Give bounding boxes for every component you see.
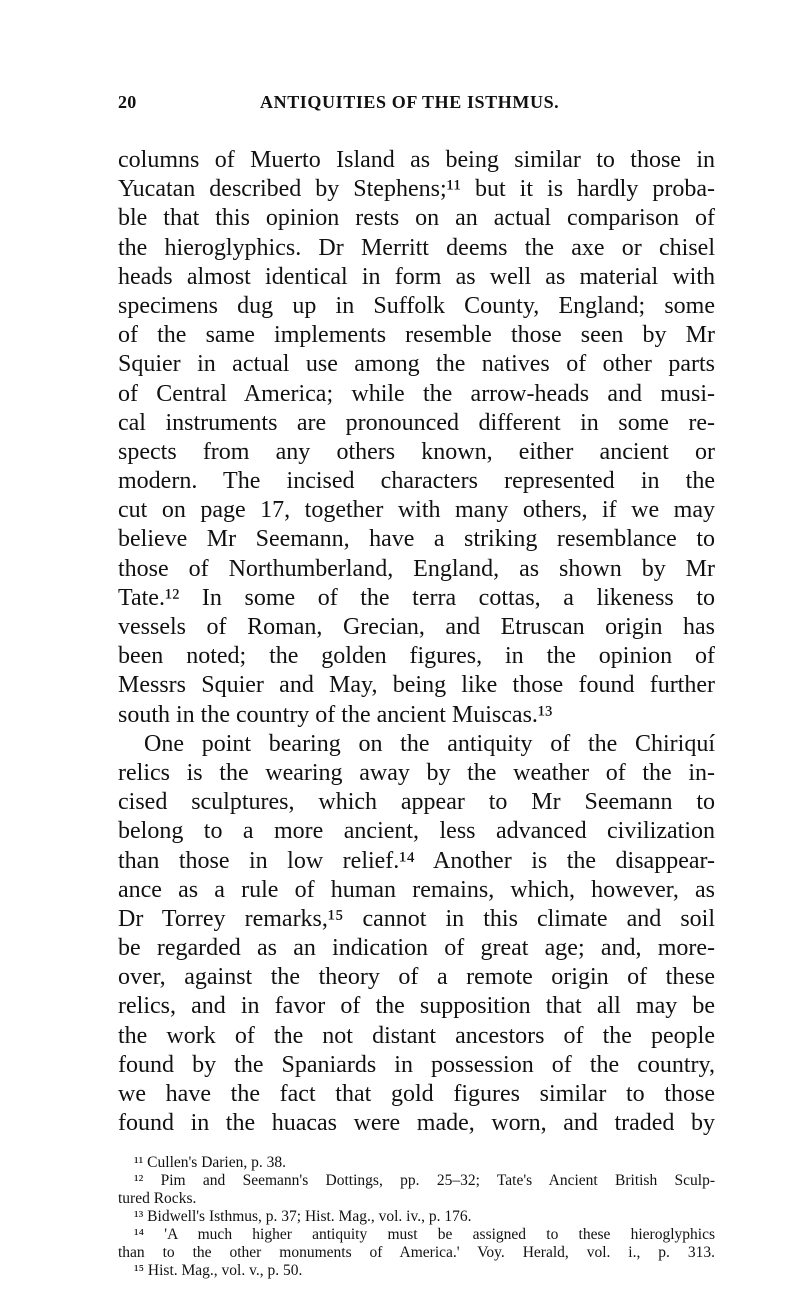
text-line: Dr Torrey remarks,¹⁵ cannot in this climate and soil <box>118 905 715 932</box>
text-line: been noted; the golden figures, in the opinion of <box>118 643 715 670</box>
text-line: cised sculptures, which appear to Mr Seemann to <box>118 789 715 816</box>
text-line: of the same implements resemble those seen by Mr <box>118 322 715 349</box>
footnote-line: ¹² Pim and Seemann's Dottings, pp. 25–32; Tate's Ancient British Sculp- <box>134 1172 715 1190</box>
footnote-line: ¹⁴ 'A much higher antiquity must be assigned to these hieroglyphics <box>134 1226 715 1244</box>
text-line: spects from any others known, either ancient or <box>118 438 715 465</box>
text-line: cal instruments are pronounced different in some re- <box>118 409 715 436</box>
text-line: One point bearing on the antiquity of the Chiriquí <box>144 730 715 757</box>
text-line: the hieroglyphics. Dr Merritt deems the axe or chisel <box>118 234 715 261</box>
footnote-line: than to the other monuments of America.' Voy. Herald, vol. i., p. 313. <box>118 1244 715 1262</box>
footnote-line: ¹⁵ Hist. Mag., vol. v., p. 50. <box>134 1262 303 1280</box>
footnotes <box>118 1154 715 1280</box>
text-line: the work of the not distant ancestors of the people <box>118 1022 715 1049</box>
text-line: Squier in actual use among the natives of other parts <box>118 351 715 378</box>
footnote-line: tured Rocks. <box>118 1190 197 1208</box>
text-line: found by the Spaniards in possession of the country, <box>118 1051 715 1078</box>
text-line: be regarded as an indication of great age; and, more- <box>118 935 715 962</box>
text-line: belong to a more ancient, less advanced civilization <box>118 818 715 845</box>
text-line: Yucatan described by Stephens;¹¹ but it is hardly proba- <box>118 176 715 203</box>
footnote-line: ¹³ Bidwell's Isthmus, p. 37; Hist. Mag., vol. iv., p. 176. <box>134 1208 472 1226</box>
text-line: south in the country of the ancient Muiscas.¹³ <box>118 701 553 728</box>
text-line: ance as a rule of human remains, which, however, as <box>118 876 715 903</box>
text-line: modern. The incised characters represented in the <box>118 468 715 495</box>
text-line: ble that this opinion rests on an actual comparison of <box>118 205 715 232</box>
text-line: of Central America; while the arrow-heads and musi- <box>118 380 715 407</box>
text-line: we have the fact that gold figures similar to those <box>118 1081 715 1107</box>
text-line: found in the huacas were made, worn, and traded by <box>118 1110 715 1137</box>
text-line: Messrs Squier and May, being like those found further <box>118 672 715 699</box>
text-line: specimens dug up in Suffolk County, England; some <box>118 292 715 319</box>
book-page <box>118 86 715 1280</box>
text-line: Tate.¹² In some of the terra cottas, a likeness to <box>118 584 715 611</box>
text-line: relics is the wearing away by the weather of the in- <box>118 759 715 786</box>
text-line: cut on page 17, together with many others, if we may <box>118 497 715 524</box>
text-line: than those in low relief.¹⁴ Another is the disappear- <box>118 847 715 874</box>
page-number: 20 <box>118 92 137 112</box>
text-line: vessels of Roman, Grecian, and Etruscan origin has <box>118 614 715 640</box>
footnote-line: ¹¹ Cullen's Darien, p. 38. <box>134 1154 286 1172</box>
text-line: relics, and in favor of the supposition that all may be <box>118 993 715 1020</box>
text-line: over, against the theory of a remote origin of these <box>118 964 715 991</box>
text-line: those of Northumberland, England, as shown by Mr <box>118 555 715 582</box>
text-line: columns of Muerto Island as being similar to those in <box>118 147 715 173</box>
text-line: believe Mr Seemann, have a striking resemblance to <box>118 526 715 553</box>
running-title: ANTIQUITIES OF THE ISTHMUS. <box>260 92 560 112</box>
text-line: heads almost identical in form as well as material with <box>118 263 715 290</box>
running-head <box>118 86 715 120</box>
body-text <box>118 146 715 1138</box>
